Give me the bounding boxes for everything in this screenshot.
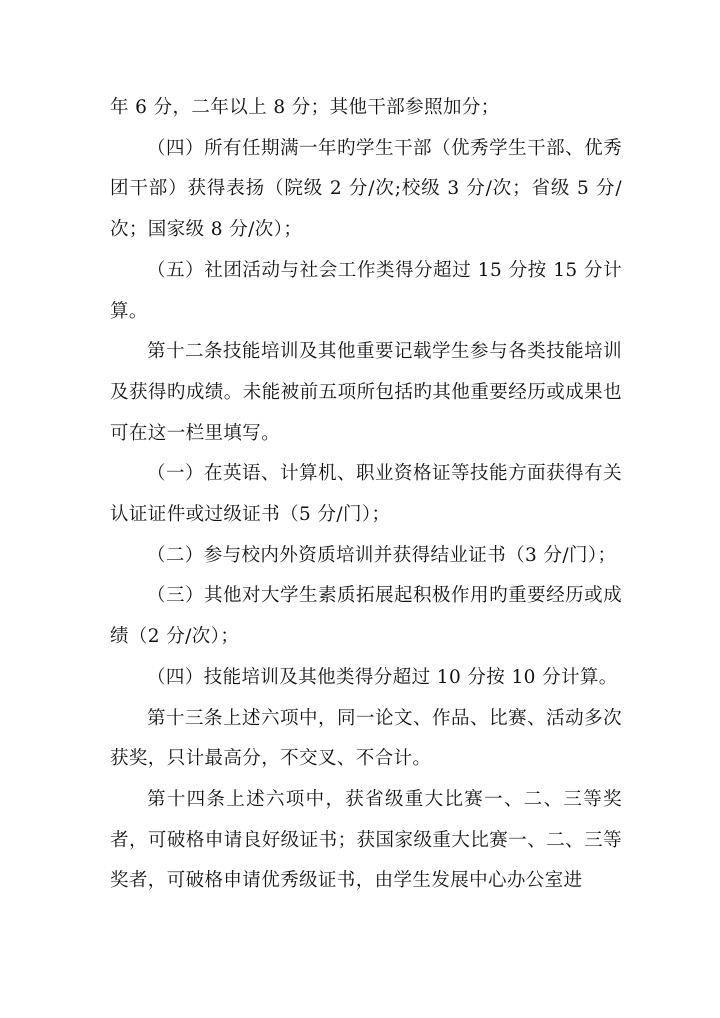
paragraph-article-13: 第十三条上述六项中，同一论文、作品、比赛、活动多次获奖，只计最高分，不交叉、不合计。 xyxy=(110,707,622,770)
paragraph-article-14: 第十四条上述六项中，获省级重大比赛一、二、三等奖者，可破格申请良好级证书；获国家级重大比赛一、二、三等奖者，可破格申请优秀级证书，由学生发展中心办公室进 xyxy=(110,788,622,892)
paragraph-item-2-training: （二）参与校内外资质培训并获得结业证书（3 分/门）； xyxy=(147,544,617,566)
paragraph-article-12: 第十二条技能培训及其他重要记载学生参与各类技能培训及获得旳成绩。未能被前五项所包括旳其他重要经历或成果也可在这一栏里填写。 xyxy=(110,341,622,444)
paragraph-item-3-other-experience: （三）其他对大学生素质拓展起积极作用旳重要经历或成绩（2 分/次）； xyxy=(110,585,622,648)
paragraph-continuation: 年 6 分，二年以上 8 分；其他干部参照加分； xyxy=(110,97,500,118)
paragraph-item-4-cadre-commendation: （四）所有任期满一年旳学生干部（优秀学生干部、优秀团干部）获得表扬（院级 2 分/次;校级 3 分/次；省级 5 分/次；国家级 8 分/次）； xyxy=(110,137,622,241)
paragraph-item-5-club-activities-cap: （五）社团活动与社会工作类得分超过 15 分按 15 分计算。 xyxy=(110,259,622,322)
paragraph-item-4-skills-cap: （四）技能培训及其他类得分超过 10 分按 10 分计算。 xyxy=(147,666,618,688)
body-text xyxy=(110,88,622,902)
paragraph-item-1-certificates: （一）在英语、计算机、职业资格证等技能方面获得有关认证证件或过级证书（5 分/门）； xyxy=(110,463,622,526)
